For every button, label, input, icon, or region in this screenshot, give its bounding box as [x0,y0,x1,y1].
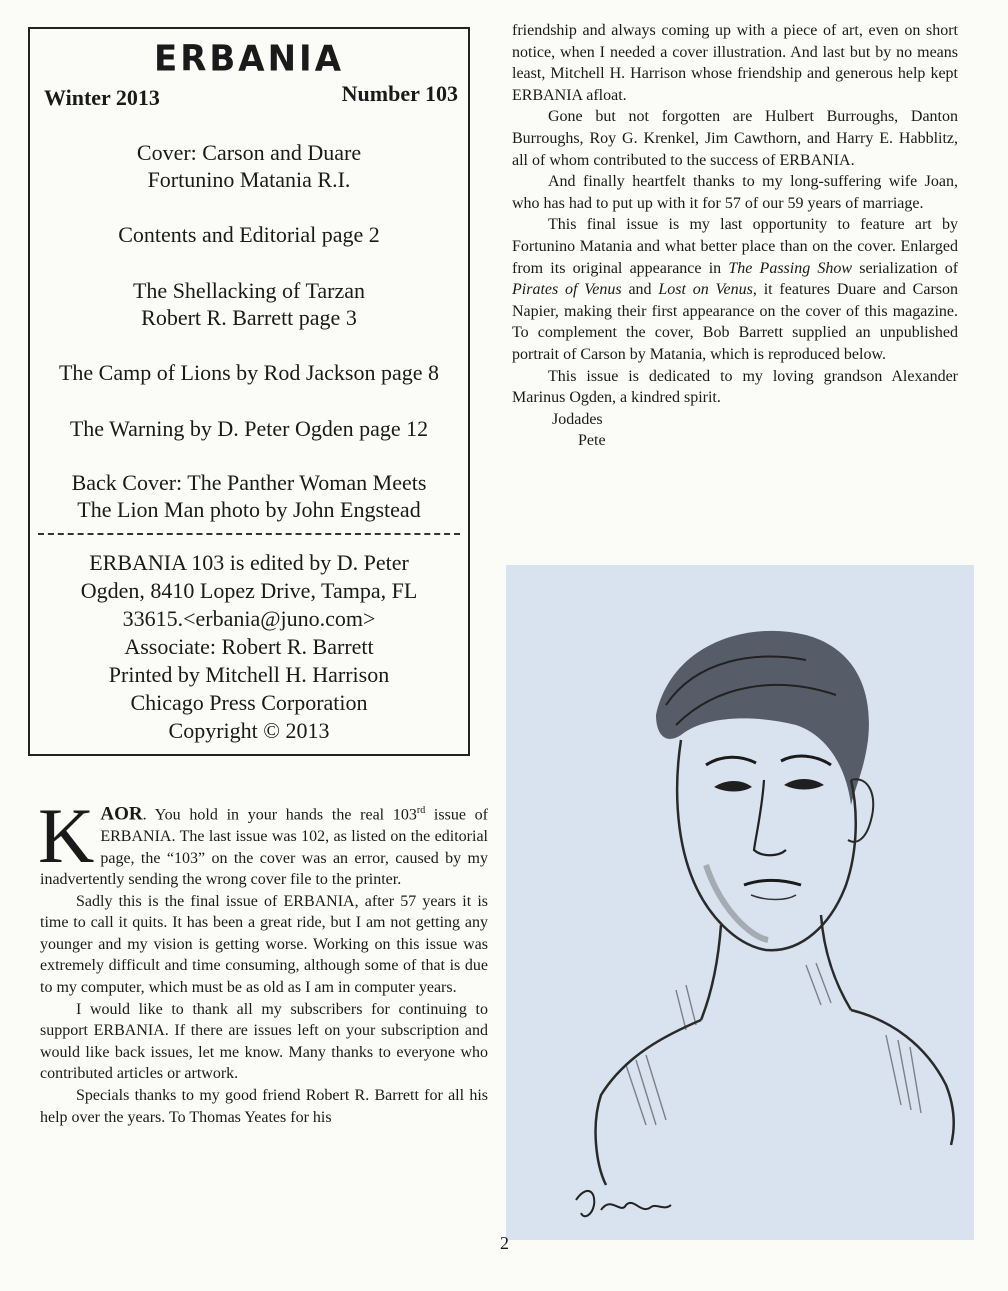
editorial-paragraph [38,792,488,891]
credits-line: Chicago Press Corporation [130,690,368,715]
contents-box [28,27,470,756]
dashed-divider [38,533,460,535]
credits-line: Associate: Robert R. Barrett [124,634,374,659]
editorial-text: . You hold in your hands the real 103 [142,806,417,824]
right-paragraph: friendship and always coming up with a piece of art, even on short notice, when I needed a cover illustration. And last but by no means least, Mitchell H. Harrison whose friendship and generous help kept ERBANIA afloat. [512,22,958,104]
italic-title: The Passing Show [728,259,853,277]
drop-cap: K [38,792,95,879]
toc-entry-back-cover [30,469,468,523]
right-text: and [621,281,659,299]
right-paragraph: And finally heartfelt thanks to my long-suffering wife Joan, who has had to put up with it for 57 of our 59 years of marriage. [512,173,958,212]
italic-title: Pirates of Venus [512,281,622,299]
editorial-column [38,792,488,1128]
right-paragraph: Gone but not forgotten are Hulbert Burroughs, Danton Burroughs, Roy G. Krenkel, Jim Cawthorn, and Harry E. Habblitz, all of whom contributed to the success of ERBANIA. [512,108,958,169]
right-paragraph [512,214,958,365]
portrait-illustration [506,565,974,1240]
right-text: serialization of [852,259,959,277]
toc-line: Robert R. Barrett page 3 [141,305,357,330]
signoff-line: Jodades [552,410,603,428]
toc-entry-contents [30,221,468,248]
issue-season: Winter 2013 [44,85,160,110]
toc-line: The Lion Man photo by John Engstead [77,497,421,522]
lead-word: AOR [100,803,143,825]
editorial-paragraph: Specials thanks to my good friend Robert R. Barrett for all his help over the years. To Thomas Yeates for his [40,1087,488,1126]
italic-title: Lost on Venus [658,281,753,299]
masthead-title: ERBANIA [153,38,345,80]
artist-signature [576,1191,671,1216]
credits-line: ERBANIA 103 is edited by D. Peter [89,550,409,575]
toc-entry-shellacking [30,277,468,331]
toc-line: Cover: Carson and Duare [136,140,362,165]
portrait-sketch [506,565,974,1240]
toc-line: Contents and Editorial page 2 [118,222,380,247]
issue-number: Number 103 [341,81,458,106]
toc-line: The Shellacking of Tarzan [132,278,366,303]
credits-line: 33615.<erbania@juno.com> [122,606,376,631]
editorial-paragraph: Sadly this is the final issue of ERBANIA, after 57 years it is time to call it quits. It has been a great ride, but I am not getting any younger and my vision is getting worse. Working on this issue was extremely difficult and time consuming, although some of that is due to my computer, which must be as old as I am in computer years. [40,892,488,997]
signoff-name: Pete [578,432,606,450]
toc-entry-warning [30,415,468,442]
credits-line: Printed by Mitchell H. Harrison [108,662,390,687]
editorial-paragraph: I would like to thank all my subscribers for continuing to support ERBANIA. If there are issues left on your subscription and would like back issues, let me know. Many thanks to everyone who contributed articles or artwork. [40,1000,488,1083]
page-number: 2 [500,1233,509,1253]
right-text: This final issue is my last opportunity to feature art by Fortunino Matania and what better place than on the cover. Enlarged from its original appearance in [512,216,958,277]
toc-line: Fortunino Matania R.I. [147,167,351,192]
toc-line: The Warning by D. Peter Ogden page 12 [69,416,429,441]
credits-line: Copyright © 2013 [168,718,330,743]
right-column [512,20,958,452]
toc-line: Back Cover: The Panther Woman Meets [71,470,427,495]
toc-entry-camp-of-lions [30,359,468,386]
toc-entry-cover [30,139,468,193]
editorial-text: issue of ERBANIA. The last issue was 102, as listed on the editorial page, the “103” on the cover was an error, caused by my inadvertently sending the wrong cover file to the printer. [40,806,488,889]
right-text: , it features Duare and Carson Napier, making their first appearance on the cover of this magazine. To complement the cover, Bob Barrett supplied an unpublished portrait of Carson by Matania, which is reproduced below. [512,281,958,363]
ordinal-suffix: rd [416,805,426,816]
credits-line: Ogden, 8410 Lopez Drive, Tampa, FL [80,578,418,603]
credits-block [30,549,468,745]
right-paragraph: This issue is dedicated to my loving grandson Alexander Marinus Ogden, a kindred spirit. [512,367,958,407]
toc-line: The Camp of Lions by Rod Jackson page 8 [58,360,440,385]
